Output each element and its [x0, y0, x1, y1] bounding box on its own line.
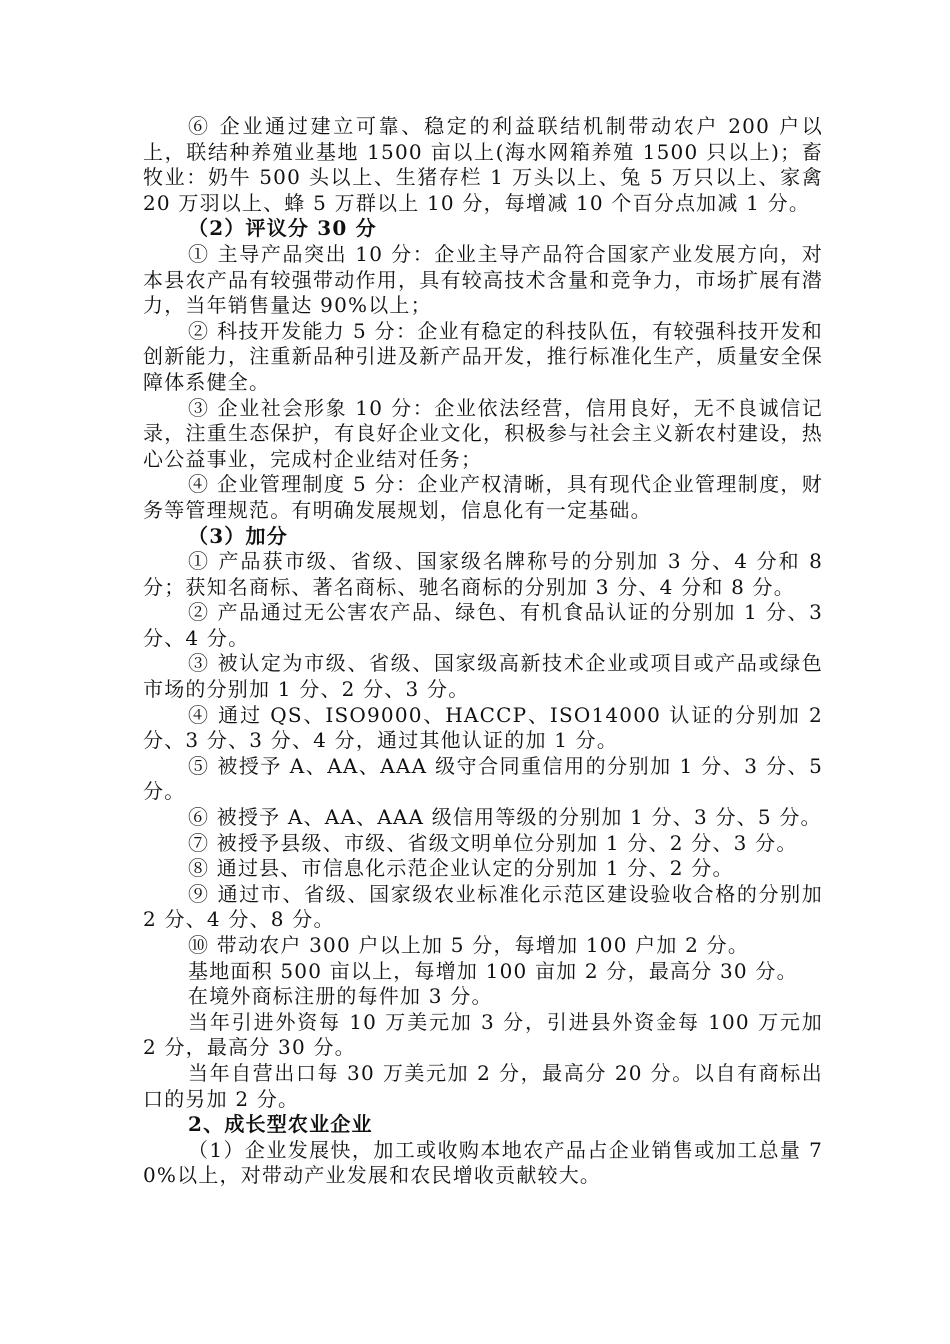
paragraph-social-image: ③ 企业社会形象 10 分：企业依法经营，信用良好，无不良诚信记录，注重生态保护，有良好企业文化，积极参与社会主义新农村建设，热心公益事业，完成村企业结对任务； [143, 395, 823, 471]
paragraph-bonus-civilized: ⑦ 被授予县级、市级、省级文明单位分别加 1 分、2 分、3 分。 [188, 830, 798, 855]
paragraph-bonus-credit: ⑥ 被授予 A、AA、AAA 级信用等级的分别加 1 分、3 分、5 分。 [188, 805, 822, 830]
paragraph-main-product: ① 主导产品突出 10 分：企业主导产品符合国家产业发展方向，对本县农产品有较强带动作用，具有较高技术含量和竞争力，市场扩展有潜力，当年销售量达 90%以上； [143, 241, 823, 318]
paragraph-bonus-export: 当年自营出口每 30 万美元加 2 分，最高分 20 分。以自有商标出口的另加 2 分。 [143, 1060, 823, 1111]
paragraph-growth-criteria-1: （1）企业发展快，加工或收购本地农产品占企业销售或加工总量 70%以上，对带动产业发展和农民增收贡献较大。 [143, 1137, 823, 1188]
paragraph-bonus-iso: ④ 通过 QS、ISO9000、HACCP、ISO14000 认证的分别加 2 分、3 分、3 分、4 分，通过其他认证的加 1 分。 [143, 702, 823, 753]
document-body [143, 114, 823, 1189]
paragraph-bonus-foreign-investment: 当年引进外资每 10 万美元加 3 分，引进县外资金每 100 万元加 2 分，最高分 30 分。 [143, 1009, 823, 1060]
heading-growth-enterprise: 2、成长型农业企业 [188, 1112, 373, 1137]
paragraph-bonus-farmers: ⑩ 带动农户 300 户以上加 5 分，每增加 100 户加 2 分。 [188, 933, 750, 957]
paragraph-management-system: ④ 企业管理制度 5 分：企业产权清晰，具有现代企业管理制度，财务等管理规范。有明确发展规划，信息化有一定基础。 [143, 472, 823, 522]
paragraph-bonus-contract: ⑤ 被授予 A、AA、AAA 级守合同重信用的分别加 1 分、3 分、5 分。 [143, 753, 823, 804]
paragraph-bonus-overseas-trademark: 在境外商标注册的每件加 3 分。 [188, 984, 493, 1009]
heading-evaluation-score: （2）评议分 30 分 [188, 216, 377, 241]
paragraph-bonus-informatization: ⑧ 通过县、市信息化示范企业认定的分别加 1 分、2 分。 [188, 856, 734, 881]
paragraph-bonus-standardization: ⑨ 通过市、省级、国家级农业标准化示范区建设验收合格的分别加 2 分、4 分、8 分。 [143, 881, 823, 932]
paragraph-bonus-base-area: 基地面积 500 亩以上，每增加 100 亩加 2 分，最高分 30 分。 [188, 958, 798, 983]
paragraph-bonus-high-tech: ③ 被认定为市级、省级、国家级高新技术企业或项目或产品或绿色市场的分别加 1 分、2 分、3 分。 [143, 651, 823, 702]
heading-bonus-points: （3）加分 [188, 523, 288, 548]
paragraph-bonus-certification-food: ② 产品通过无公害农产品、绿色、有机食品认证的分别加 1 分、3 分、4 分。 [143, 600, 823, 650]
paragraph-tech-development: ② 科技开发能力 5 分：企业有稳定的科技队伍，有较强科技开发和创新能力，注重新品种引进及新产品开发，推行标准化生产，质量安全保障体系健全。 [143, 318, 823, 394]
paragraph-item-6-linkage: ⑥ 企业通过建立可靠、稳定的利益联结机制带动农户 200 户以上，联结种养殖业基地 1500 亩以上(海水网箱养殖 1500 只以上)；畜牧业：奶牛 500 头以上、生猪存栏 1 万头以上、兔 5 万只以上、家禽 20 万羽以上、蜂 5 万群以上 10 分，每增减 10 个百分点加减 1 分。 [143, 114, 823, 215]
paragraph-bonus-brand: ① 产品获市级、省级、国家级名牌称号的分别加 3 分、4 分和 8 分；获知名商标、著名商标、驰名商标的分别加 3 分、4 分和 8 分。 [143, 549, 823, 599]
